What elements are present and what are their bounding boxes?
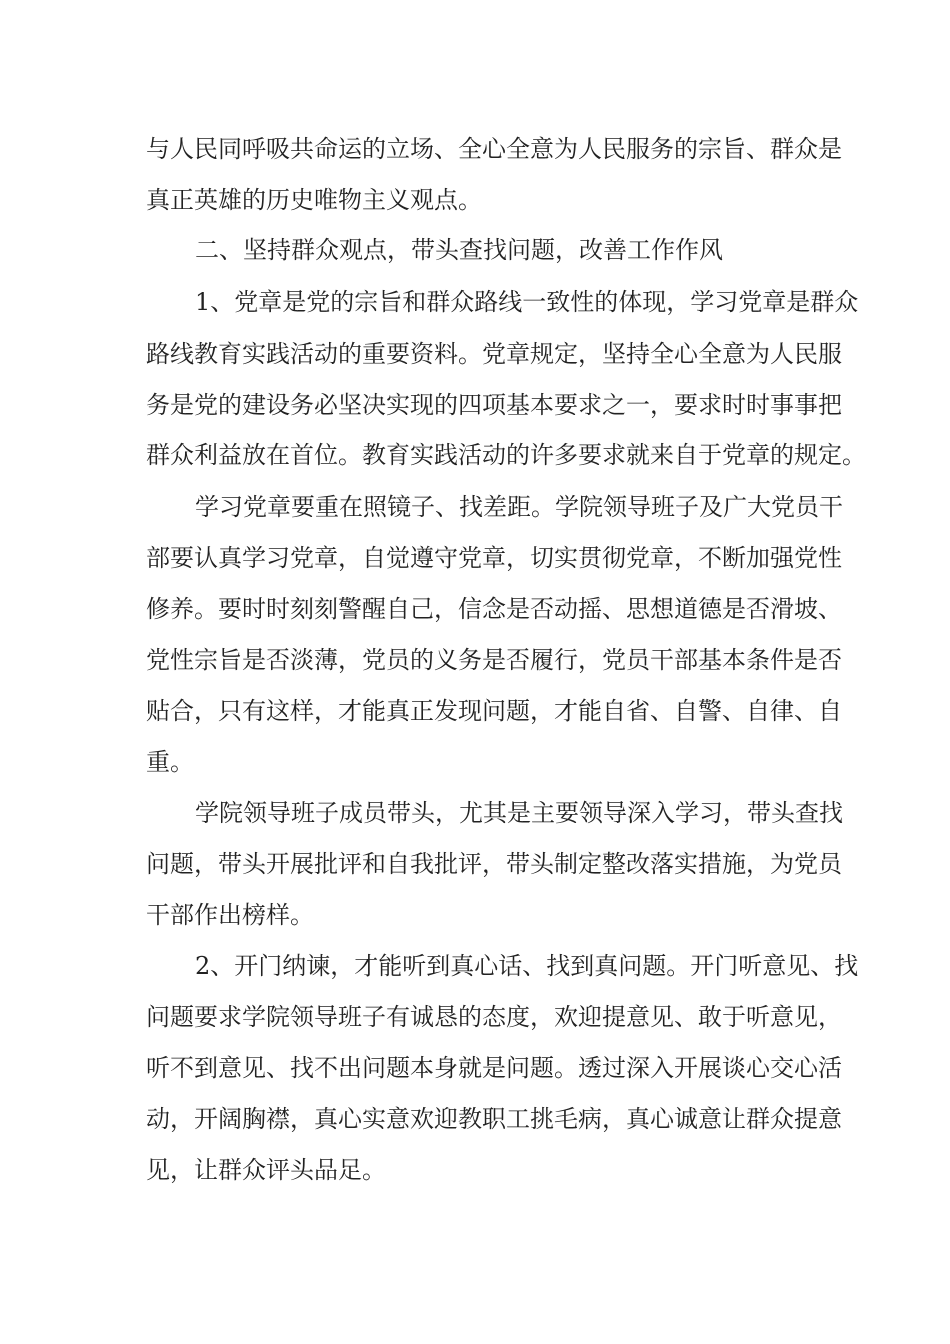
text-line: 问题要求学院领导班子有诚恳的态度，欢迎提意见、敢于听意见， <box>146 1003 842 1031</box>
text-line: 听不到意见、找不出问题本身就是问题。透过深入开展谈心交心活 <box>146 1054 842 1082</box>
text-line: 学院领导班子成员带头，尤其是主要领导深入学习，带头查找 <box>195 799 843 827</box>
text-line: 路线教育实践活动的重要资料。党章规定，坚持全心全意为人民服 <box>146 340 842 368</box>
text-line: 与人民同呼吸共命运的立场、全心全意为人民服务的宗旨、群众是 <box>146 135 842 163</box>
text-line: 学习党章要重在照镜子、找差距。学院领导班子及广大党员干 <box>195 493 843 521</box>
text-line: 贴合，只有这样，才能真正发现问题，才能自省、自警、自律、自 <box>146 697 842 725</box>
text-line: 见，让群众评头品足。 <box>146 1156 386 1184</box>
section-heading: 二、坚持群众观点，带头查找问题，改善工作作风 <box>195 236 723 264</box>
text-line: 修养。要时时刻刻警醒自己，信念是否动摇、思想道德是否滑坡、 <box>146 595 842 623</box>
text-line: 干部作出榜样。 <box>146 901 314 929</box>
text-line: 重。 <box>146 748 194 776</box>
text-line: 群众利益放在首位。教育实践活动的许多要求就来自于党章的规定。 <box>146 441 866 469</box>
text-line: 问题，带头开展批评和自我批评，带头制定整改落实措施，为党员 <box>146 850 842 878</box>
text-line: 1、党章是党的宗旨和群众路线一致性的体现，学习党章是群众 <box>195 288 859 316</box>
text-line: 动，开阔胸襟，真心实意欢迎教职工挑毛病，真心诚意让群众提意 <box>146 1105 842 1133</box>
text-line: 2、开门纳谏，才能听到真心话、找到真问题。开门听意见、找 <box>195 952 859 980</box>
text-line: 务是党的建设务必坚决实现的四项基本要求之一，要求时时事事把 <box>146 391 842 419</box>
text-line: 部要认真学习党章，自觉遵守党章，切实贯彻党章，不断加强党性 <box>146 544 842 572</box>
text-line: 党性宗旨是否淡薄，党员的义务是否履行，党员干部基本条件是否 <box>146 646 842 674</box>
text-line: 真正英雄的历史唯物主义观点。 <box>146 186 482 214</box>
